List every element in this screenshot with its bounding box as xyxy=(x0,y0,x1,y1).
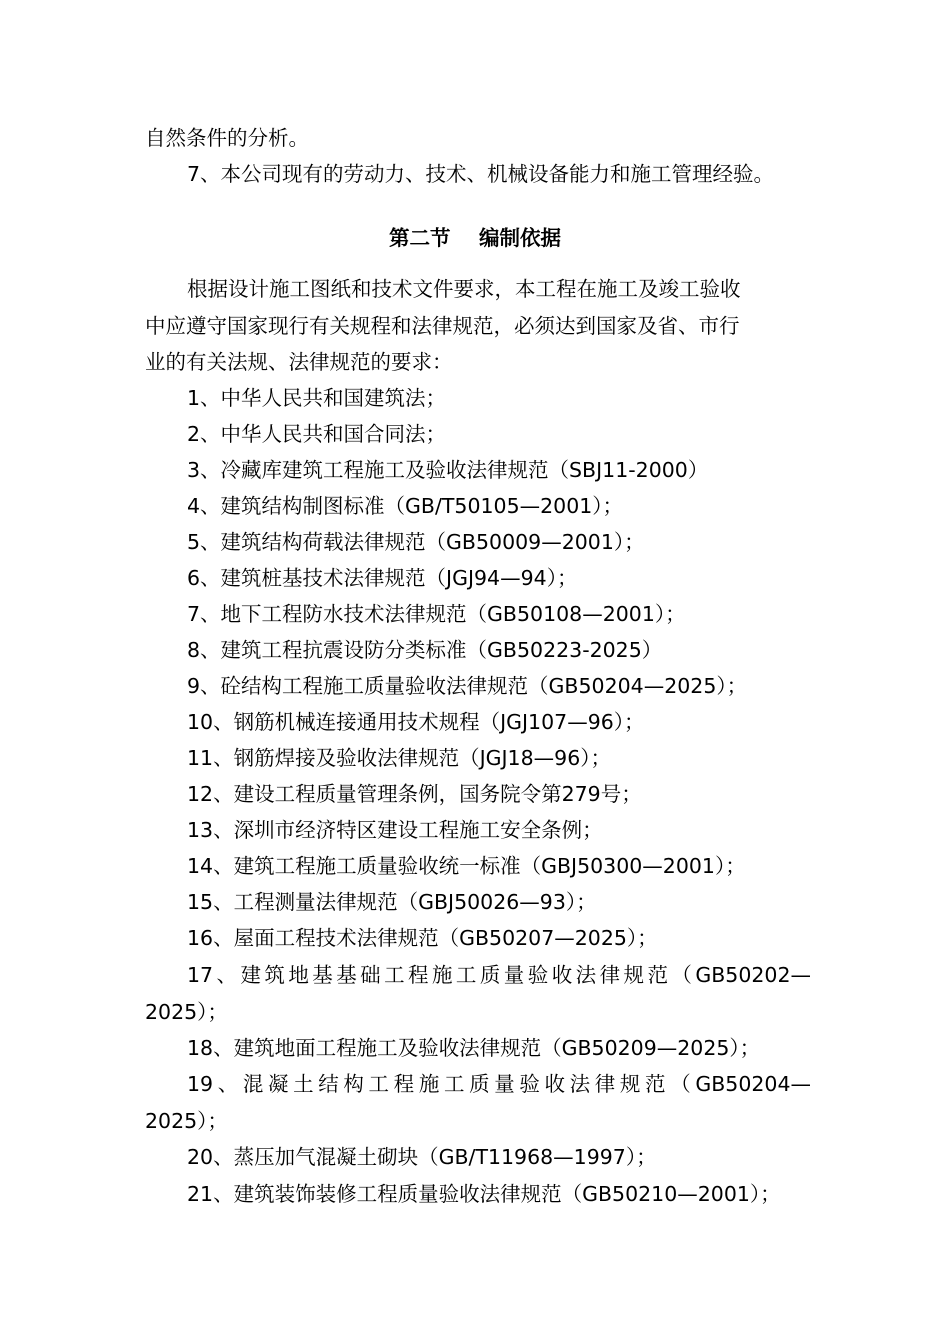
list-item-4: 4、建筑结构制图标准（GB/T50105—2001）； xyxy=(187,494,624,518)
list-item-14: 14、建筑工程施工质量验收统一标准（GBJ50300—2001）； xyxy=(187,854,746,878)
list-item-2: 2、中华人民共和国合同法； xyxy=(187,422,447,446)
list-item-10: 10、钢筋机械连接通用技术规程（JGJ107—96）； xyxy=(187,710,645,734)
list-item-5: 5、建筑结构荷载法律规范（GB50009—2001）； xyxy=(187,530,645,554)
paragraph-line-2: 中应遵守国家现行有关规程和法律规范，必须达到国家及省、市行 xyxy=(145,314,740,338)
intro-line-2: 7、本公司现有的劳动力、技术、机械设备能力和施工管理经验。 xyxy=(187,162,775,186)
list-item-19-line-2: 2025）； xyxy=(145,1109,228,1133)
list-item-18: 18、建筑地面工程施工及验收法律规范（GB50209—2025）； xyxy=(187,1036,761,1060)
list-item-13: 13、深圳市经济特区建设工程施工安全条例； xyxy=(187,818,603,842)
list-item-21: 21、建筑装饰装修工程质量验收法律规范（GB50210—2001）； xyxy=(187,1182,781,1206)
list-item-11: 11、钢筋焊接及验收法律规范（JGJ18—96）； xyxy=(187,746,611,770)
list-item-3: 3、冷藏库建筑工程施工及验收法律规范（SBJ11-2000） xyxy=(187,458,709,482)
intro-line-1: 自然条件的分析。 xyxy=(145,126,309,150)
list-item-7: 7、地下工程防水技术法律规范（GB50108—2001）； xyxy=(187,602,686,626)
list-item-16: 16、屋面工程技术法律规范（GB50207—2025）； xyxy=(187,926,658,950)
list-item-17-line-1: 17、建筑地基基础工程施工质量验收法律规范（GB50202— xyxy=(187,963,811,987)
list-item-8: 8、建筑工程抗震设防分类标准（GB50223-2025） xyxy=(187,638,663,662)
list-item-17-line-2: 2025）； xyxy=(145,1000,228,1024)
paragraph-line-1: 根据设计施工图纸和技术文件要求，本工程在施工及竣工验收 xyxy=(187,277,741,301)
section-heading: 第二节 编制依据 xyxy=(388,226,562,250)
list-item-19-line-1: 19、混凝土结构工程施工质量验收法律规范（GB50204— xyxy=(187,1072,811,1096)
list-item-1: 1、中华人民共和国建筑法； xyxy=(187,386,447,410)
list-item-12: 12、建设工程质量管理条例，国务院令第279号； xyxy=(187,782,642,806)
list-item-9: 9、砼结构工程施工质量验收法律规范（GB50204—2025）； xyxy=(187,674,748,698)
list-item-20: 20、蒸压加气混凝土砌块（GB/T11968—1997）； xyxy=(187,1145,657,1169)
paragraph-line-3: 业的有关法规、法律规范的要求： xyxy=(145,350,453,374)
list-item-6: 6、建筑桩基技术法律规范（JGJ94—94）； xyxy=(187,566,578,590)
list-item-15: 15、工程测量法律规范（GBJ50026—93）； xyxy=(187,890,597,914)
